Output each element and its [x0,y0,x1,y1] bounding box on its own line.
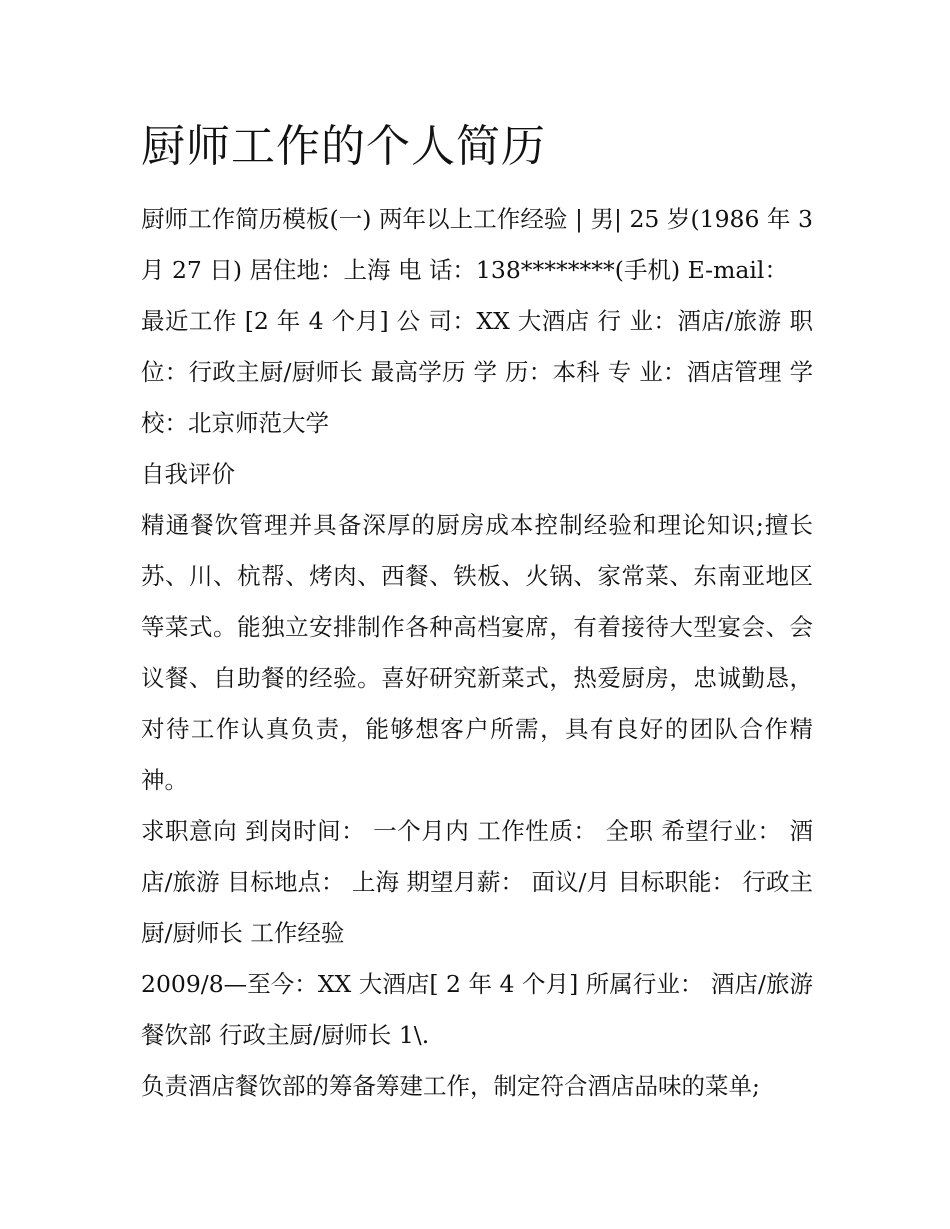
section-heading-self-evaluation: 自我评价 [141,460,235,488]
paragraph-duty-item: 负责酒店餐饮部的筹备筹建工作，制定符合酒店品味的菜单; [141,1072,760,1100]
resume-document [141,112,813,1112]
paragraph-work-experience: 2009/8—至今：XX 大酒店[ 2 年 4 个月] 所属行业： 酒店/旅游 餐饮部 行政主厨/厨师长 1\. [141,970,813,1049]
paragraph-basic-info: 厨师工作简历模板(一) 两年以上工作经验 | 男| 25 岁(1986 年 3 月 27 日) 居住地：上海 电 话：138********(手机) E-mail： [141,205,813,284]
paragraph-self-evaluation: 精通餐饮管理并具备深厚的厨房成本控制经验和理论知识;擅长苏、川、杭帮、烤肉、西餐、铁板、火锅、家常菜、东南亚地区等菜式。能独立安排制作各种高档宴席，有着接待大型宴会、会议餐、自助餐的经验。喜好研究新菜式，热爱厨房，忠诚勤恳，对待工作认真负责，能够想客户所需，具有良好的团队合作精神。 [141,511,813,794]
paragraph-recent-job: 最近工作 [2 年 4 个月] 公 司：XX 大酒店 行 业：酒店/旅游 职位：行政主厨/厨师长 最高学历 学 历：本科 专 业：酒店管理 学 校：北京师范大学 [141,307,813,437]
paragraph-job-intention: 求职意向 到岗时间： 一个月内 工作性质： 全职 希望行业： 酒店/旅游 目标地点： 上海 期望月薪： 面议/月 目标职能： 行政主厨/厨师长 工作经验 [141,817,813,947]
document-title: 厨师工作的个人简历 [141,121,546,172]
